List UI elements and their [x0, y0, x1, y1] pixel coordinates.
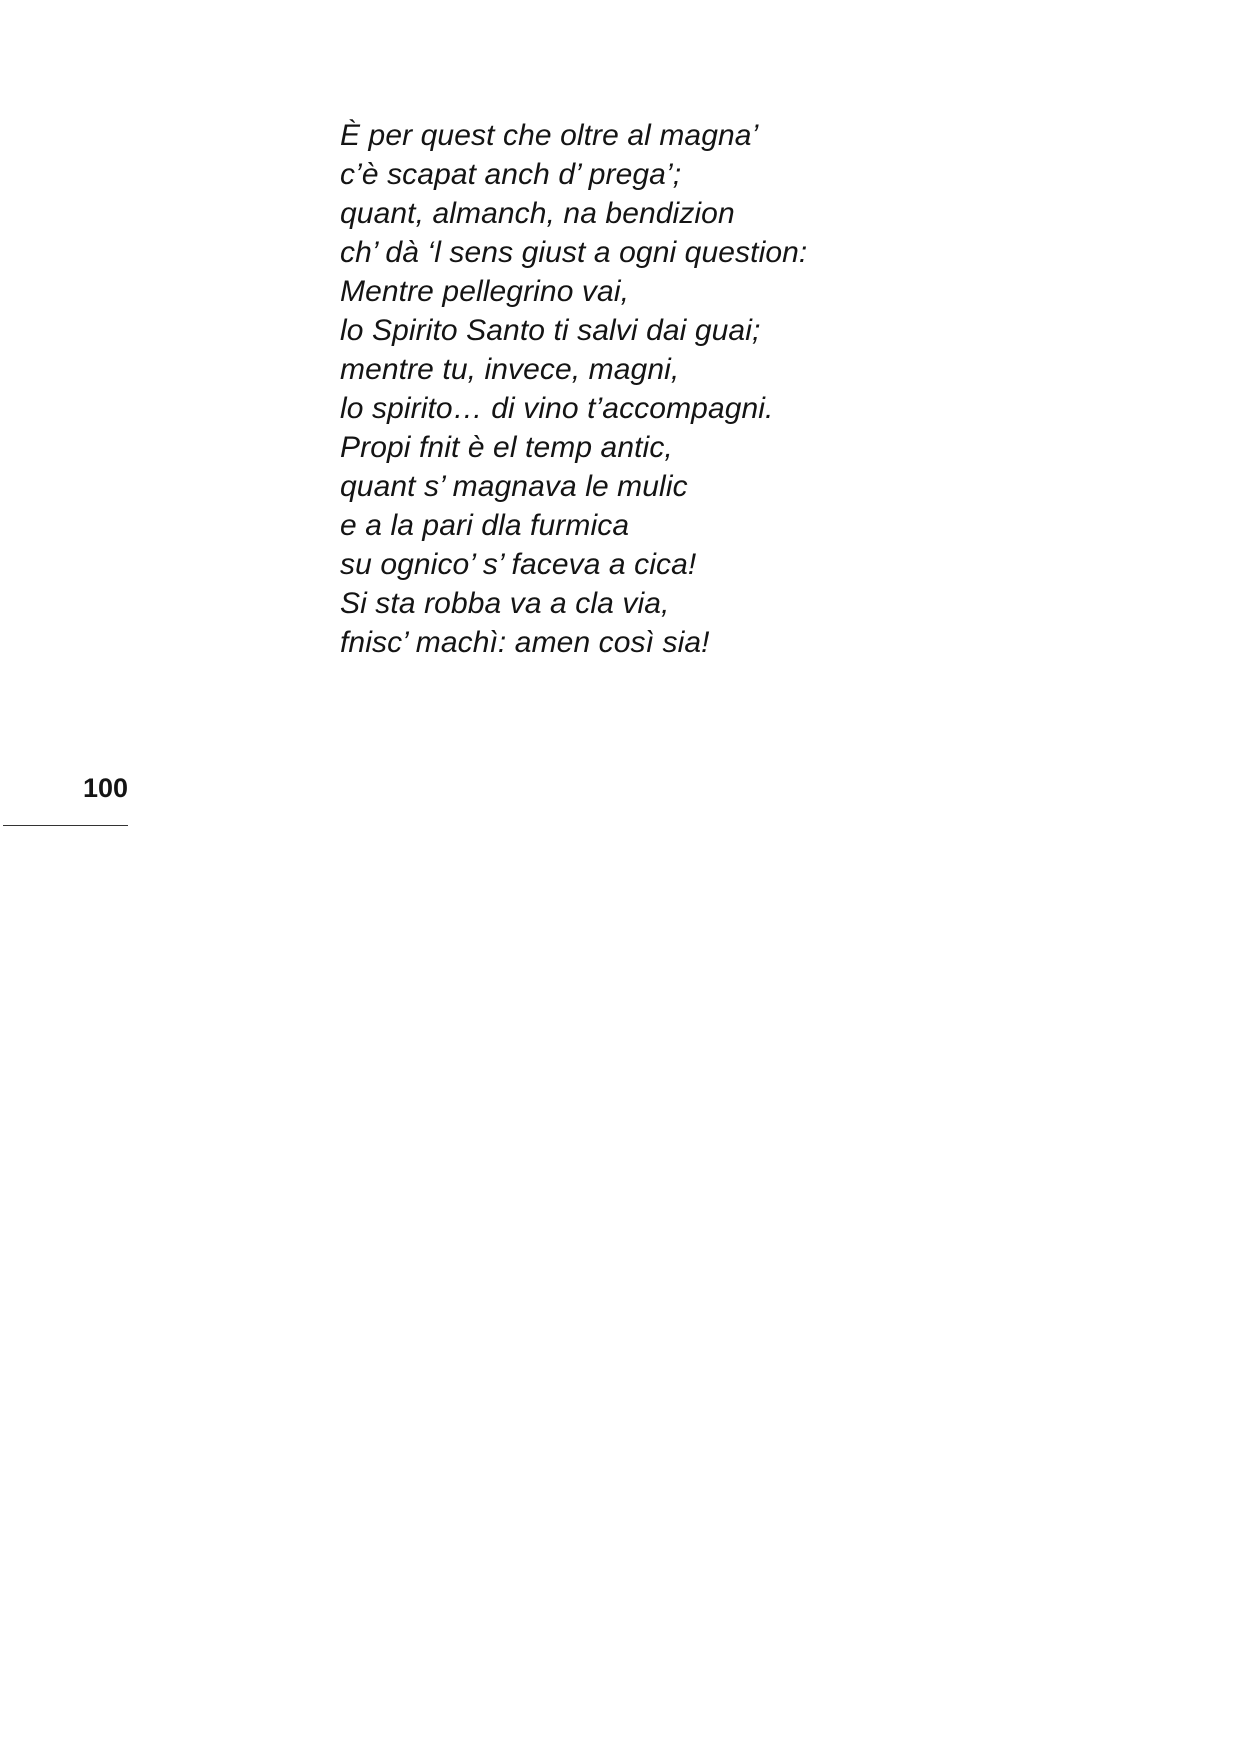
poem-line: ch’ dà ‘l sens giust a ogni question:: [340, 236, 808, 269]
poem-line: mentre tu, invece, magni,: [340, 353, 680, 386]
poem-line: lo spirito… di vino t’accompagni.: [340, 392, 774, 425]
poem-line: Si sta robba va a cla via,: [340, 587, 670, 620]
poem-line: lo Spirito Santo ti salvi dai guai;: [340, 314, 761, 347]
poem-line: su ognico’ s’ faceva a cica!: [340, 548, 697, 581]
poem-stanza: [340, 116, 807, 662]
poem-line: Propi fnit è el temp antic,: [340, 431, 673, 464]
page-number: 100: [82, 773, 128, 803]
poem-line: c’è scapat anch d’ prega’;: [340, 158, 682, 191]
poem-line: È per quest che oltre al magna’: [340, 119, 759, 152]
poem-line: fnisc’ machì: amen così sia!: [340, 626, 710, 659]
poem-line: quant s’ magnava le mulic: [340, 470, 688, 503]
poem-line: quant, almanch, na bendizion: [340, 197, 735, 230]
poem-line: e a la pari dla furmica: [340, 509, 630, 542]
poem-line: Mentre pellegrino vai,: [340, 275, 630, 308]
page-number-rule: [3, 825, 128, 826]
